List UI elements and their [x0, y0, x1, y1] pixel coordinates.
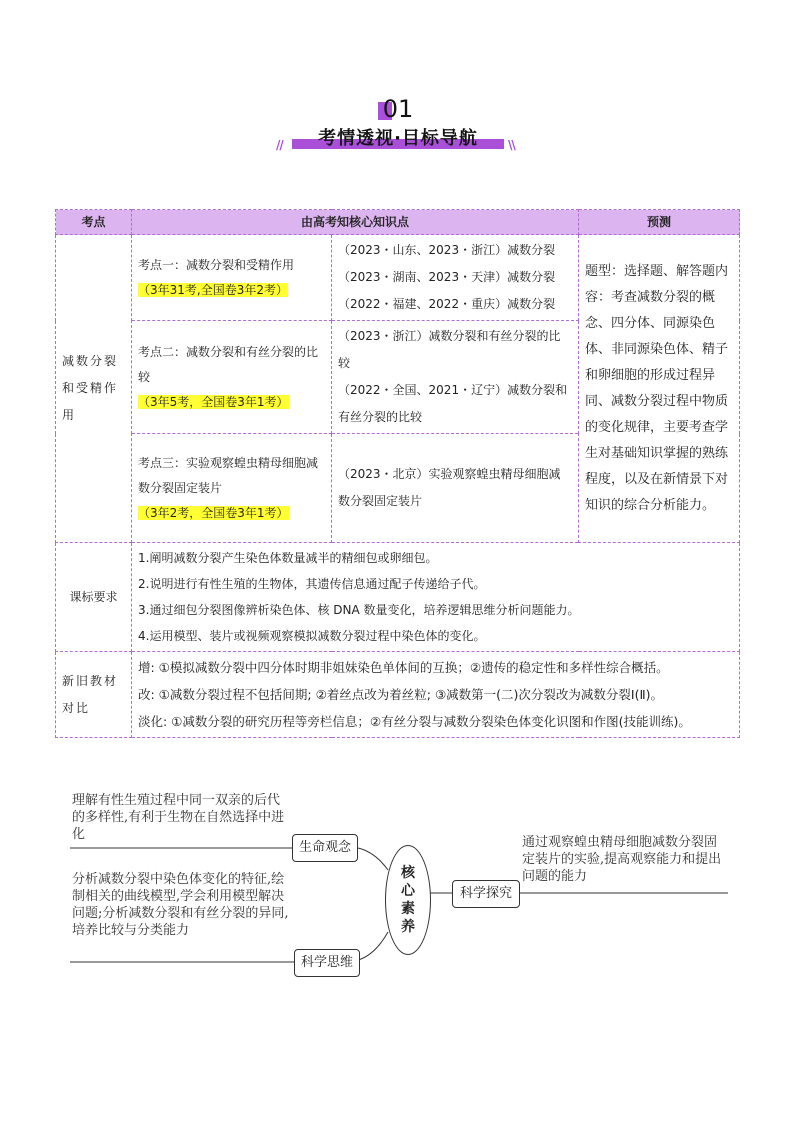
topic-category: 减数分裂和受精作用	[56, 235, 132, 543]
standard-item: 1.阐明减数分裂产生染色体数量减半的精细包或卵细包。	[138, 551, 438, 565]
prediction-cell: 题型：选择题、解答题内容：考查减数分裂的概念、四分体、同源染色体、非同源染色体、精子和卵细胞的形成过程异同、减数分裂过程中物质的变化规律，主要考查学生对基础知识掌握的熟练程度，以及在新情景下对知识的综合分析能力。	[579, 235, 740, 543]
science-thinking-connector	[358, 932, 388, 960]
reference-line: （2022・全国、2021・辽宁）减数分裂和有丝分裂的比较	[338, 383, 568, 424]
science-inquiry-text: 通过观察蝗虫精母细胞减数分裂固定装片的实验,提高观察能力和提出问题的能力	[522, 835, 722, 884]
topic-stats: （3年2考，全国卷3年1考）	[138, 505, 289, 520]
reference-line: （2023・北京）实验观察蝗虫精母细胞减数分裂固定装片	[338, 467, 561, 508]
life-concept-connector	[358, 848, 388, 870]
compare-item: 淡化: ①减数分裂的研究历程等旁栏信息；②有丝分裂与减数分裂染色体变化识图和作图(技能训练)。	[138, 714, 691, 729]
topic-title: 考点二：减数分裂和有丝分裂的比较	[138, 344, 319, 384]
banner-right-slashes: \\	[508, 138, 515, 152]
reference-line: （2023・湖南、2023・天津）减数分裂	[338, 270, 556, 284]
standards-label: 课标要求	[56, 543, 132, 652]
header-core-knowledge: 由高考知核心知识点	[132, 210, 579, 235]
topic-title: 考点三：实验观察蝗虫精母细胞减数分裂固定装片	[138, 455, 319, 495]
banner-left-slashes: //	[276, 138, 283, 152]
science-thinking-text: 分析减数分裂中染色体变化的特征,绘制相关的曲线模型,学会利用模型解决问题;分析减数分裂和有丝分裂的异同,培养比较与分类能力	[72, 872, 289, 938]
science-thinking-box: 科学思维	[294, 949, 360, 977]
reference-line: （2023・山东、2023・浙江）减数分裂	[338, 243, 556, 257]
standard-item: 3.通过细包分裂图像辨析染色体、核 DNA 数量变化，培养逻辑思维分析问题能力。	[138, 603, 580, 617]
reference-line: （2022・福建、2022・重庆）减数分裂	[338, 297, 556, 311]
topic-stats: （3年5考，全国卷3年1考）	[138, 394, 289, 409]
standard-item: 4.运用模型、装片或视频观察模拟减数分裂过程中染色体的变化。	[138, 629, 486, 643]
banner-title: 考情透视·目标导航	[318, 128, 478, 149]
compare-label: 新旧教材对比	[56, 652, 132, 738]
reference-line: （2023・浙江）减数分裂和有丝分裂的比较	[338, 329, 561, 370]
section-number: 01	[374, 94, 422, 124]
header-exam-point: 考点	[56, 210, 132, 235]
topic-stats: （3年31考,全国卷3年2考）	[138, 282, 288, 297]
compare-item: 增: ①模拟减数分裂中四分体时期非姐妹染色单体间的互换；②遗传的稳定性和多样性综合概括。	[138, 660, 669, 675]
life-concept-text: 理解有性生殖过程中同一双亲的后代的多样性,有利于生物在自然选择中进化	[72, 793, 285, 842]
science-inquiry-box: 科学探究	[452, 880, 520, 908]
standard-item: 2.说明进行有性生殖的生物体，其遗传信息通过配子传递给子代。	[138, 577, 486, 591]
life-concept-box: 生命观念	[292, 834, 358, 862]
core-literacy-node: 核 心 素 养	[385, 845, 431, 955]
compare-item: 改: ①减数分裂过程不包括间期; ②着丝点改为着丝粒; ③减数第一(二)次分裂改为减数分裂Ⅰ(Ⅱ)。	[138, 687, 664, 702]
header-prediction: 预测	[579, 210, 740, 235]
topic-title: 考点一：减数分裂和受精作用	[138, 257, 295, 272]
